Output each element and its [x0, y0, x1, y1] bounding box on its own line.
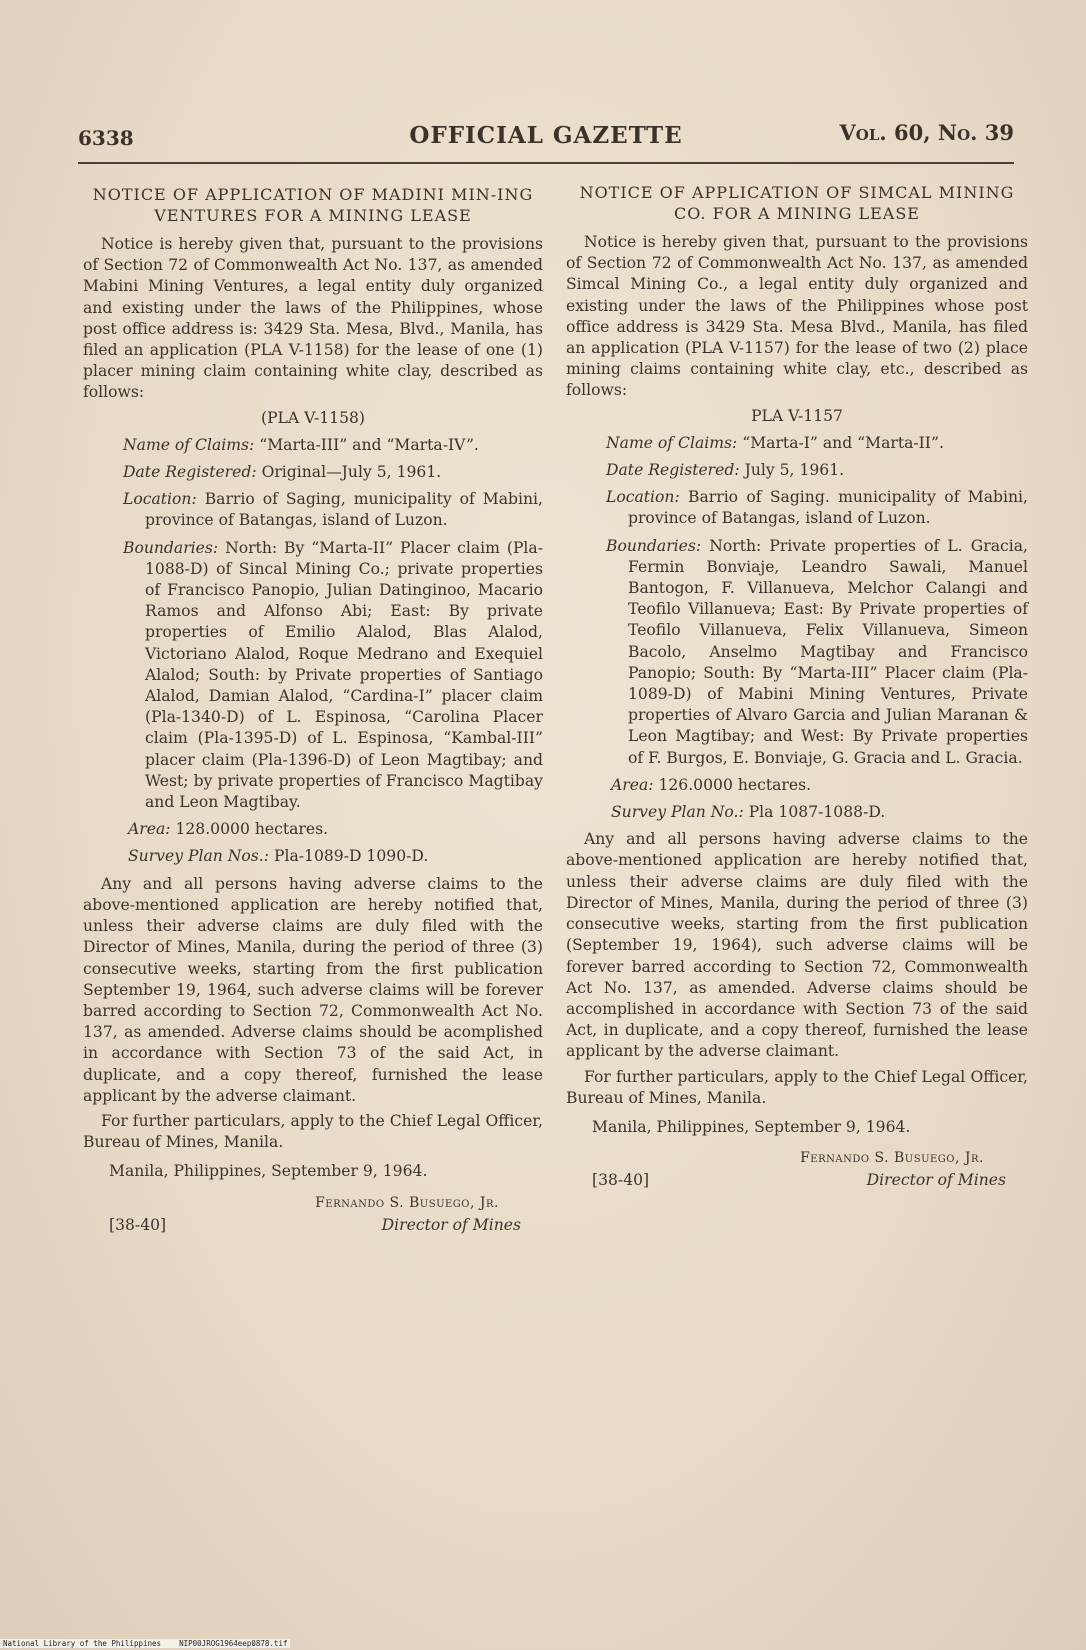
entry-value: North: Private properties of L. Gracia, Fermin Bonviaje, Leandro Sawali, Manuel Bantogon, F. Villanueva, Melchor Calangi and Teofilo Villanueva; East: By Private properties of Teofilo Villanueva, Felix Villanueva, Simeon Bacolo, Anselmo Magtibay and Francisco Panopio; South: By “Marta-III” Placer claim (Pla-1089-D) of Mabini Mining Ventures, Private properties of Alvaro Garcia and Julian Maranan & Leon Magtibay; and West: By Private properties of F. Burgos, E. Bonviaje, G. Gracia and L. Gracia.	[628, 536, 1028, 767]
entry-value: “Marta-III” and “Marta-IV”.	[254, 435, 479, 454]
entry-label: Area:	[128, 820, 171, 839]
entry-label: Date Registered:	[606, 461, 740, 480]
entry-value: Pla 1087-1088-D.	[743, 803, 886, 822]
entry-value: Barrio of Saging, municipality of Mabini, province of Batangas, island of Luzon.	[145, 490, 543, 530]
signature-block	[83, 1193, 543, 1241]
entry-name-of-claims	[123, 435, 543, 456]
further-particulars: For further particulars, apply to the Chief Legal Officer, Bureau of Mines, Manila.	[566, 1067, 1028, 1107]
right-notice	[566, 182, 1028, 1196]
plan-code: (PLA V-1158)	[260, 408, 366, 427]
entry-label: Boundaries:	[123, 538, 219, 557]
dateline: Manila, Philippines, September 9, 1964.	[109, 1162, 428, 1181]
issue-code: [38-40]	[592, 1171, 650, 1190]
left-notice	[83, 184, 543, 1241]
notice-intro: Notice is hereby given that, pursuant to the provisions of Section 72 of Commonwealth Act No. 137, as amended Mabini Mining Ventures, a legal entity duly organized and existing under the laws of the Philippines, whose post office address is: 3429 Sta. Mesa, Blvd., Manila, has filed an application (PLA V-1158) for the lease of one (1) placer mining claim containing white clay, described as follows:	[83, 235, 543, 402]
entry-date-registered	[606, 460, 1028, 481]
signer-title: Director of Mines	[866, 1171, 1006, 1190]
issue-code: [38-40]	[109, 1215, 167, 1234]
entry-date-registered	[123, 462, 543, 483]
entry-survey-plan	[128, 846, 543, 867]
plan-code: PLA V-1157	[751, 406, 843, 425]
entry-value: July 5, 1961.	[739, 461, 845, 480]
entry-name-of-claims	[606, 433, 1028, 454]
dateline: Manila, Philippines, September 9, 1964.	[592, 1117, 911, 1136]
entry-label: Survey Plan No.:	[611, 803, 744, 822]
entry-label: Boundaries:	[606, 536, 702, 555]
footer-library: National Library of the Philippines	[3, 1639, 162, 1648]
notice-intro: Notice is hereby given that, pursuant to the provisions of Section 72 of Commonwealth Act No. 137, as amended Simcal Mining Co., a legal entity duly organized and existing under the laws of the Philippines whose post office address is 3429 Sta. Mesa Blvd., Manila, has filed an application (PLA V-1157) for the lease of two (2) place mining claims containing white clay, etc., described as follows:	[566, 233, 1028, 400]
entry-value: Pla-1089-D 1090-D.	[269, 847, 429, 866]
further-particulars: For further particulars, apply to the Chief Legal Officer, Bureau of Mines, Manila.	[83, 1111, 543, 1152]
entry-label: Location:	[123, 490, 197, 509]
entry-label: Area:	[611, 775, 654, 794]
entry-location	[123, 489, 543, 531]
notice-title: NOTICE OF APPLICATION OF SIMCAL MINING CO. FOR A MINING LEASE	[579, 183, 1015, 223]
publication-title: OFFICIAL GAZETTE	[409, 122, 683, 149]
page-header	[78, 118, 1014, 158]
entry-location	[606, 487, 1028, 529]
adverse-claims-paragraph: Any and all persons having adverse claims to the above-mentioned application are hereby notified that, unless their adverse claims are duly filed with the Director of Mines, Manila, during the period of three (3) consecutive weeks, starting from the first publication (September 19, 1964), such adverse claims will be forever barred according to Section 72, Commonwealth Act No. 137, as amended. Adverse claims should be accomplished in accordance with Section 73 of the said Act, in duplicate, and a copy thereof, furnished the lease applicant by the adverse claimant.	[566, 830, 1028, 1061]
entry-value: 126.0000 hectares.	[653, 775, 812, 794]
entry-boundaries	[123, 538, 543, 814]
entry-value: 128.0000 hectares.	[170, 820, 329, 839]
entry-label: Survey Plan Nos.:	[128, 847, 270, 866]
entry-label: Name of Claims:	[606, 433, 738, 452]
entry-value: Barrio of Saging. municipality of Mabini, province of Batangas, island of Luzon.	[628, 488, 1028, 528]
entry-area	[611, 775, 1028, 796]
volume-number: Vol. 60, No. 39	[839, 120, 1014, 145]
entry-value: North: By “Marta-II” Placer claim (Pla-1088-D) of Sincal Mining Co.; private properties of Francisco Panopio, Julian Datinginoo, Macario Ramos and Alfonso Abi; East: By private properties of Emilio Alalod, Blas Alalod, Victoriano Alalod, Roque Medrano and Exequiel Alalod; South: by Private properties of Santiago Alalod, Damian Alalod, “Cardina-I” placer claim (Pla-1340-D) of L. Espinosa, “Carolina Placer claim (Pla-1395-D) of L. Espinosa, “Kambal-III” placer claim (Pla-1396-D) of Leon Magtibay; and West; by private properties of Francisco Magtibay and Leon Magtibay.	[145, 538, 543, 812]
adverse-claims-paragraph: Any and all persons having adverse claims to the above-mentioned application are hereby notified that, unless their adverse claims are duly filed with the Director of Mines, Manila, during the period of three (3) consecutive weeks, starting from the first publication September 19, 1964, such adverse claims will be forever barred according to Section 72, Commonwealth Act No. 137, as amended. Adverse claims should be acomplished in accordance with Section 73 of the said Act, in duplicate, and a copy thereof, furnished the lease applicant by the adverse claimant.	[83, 874, 543, 1105]
entry-value: Original—July 5, 1961.	[256, 463, 442, 482]
signature-block	[566, 1148, 1028, 1196]
entry-label: Location:	[606, 488, 680, 507]
page-number: 6338	[78, 126, 134, 150]
entry-label: Name of Claims:	[123, 435, 255, 454]
signer-name: Fernando S. Busuego, Jr.	[315, 1194, 499, 1211]
scan-footer	[0, 1639, 290, 1648]
notice-title: NOTICE OF APPLICATION OF MADINI MIN-ING VENTURES FOR A MINING LEASE	[92, 185, 534, 225]
signer-name: Fernando S. Busuego, Jr.	[800, 1150, 984, 1167]
header-rule	[78, 162, 1014, 164]
footer-filename: NIP00JROG1964eep0878.tif	[179, 1639, 288, 1648]
entry-boundaries	[606, 536, 1028, 769]
entry-label: Date Registered:	[123, 463, 257, 482]
entry-value: “Marta-I” and “Marta-II”.	[737, 433, 944, 452]
signer-title: Director of Mines	[381, 1215, 521, 1234]
entry-area	[128, 819, 543, 840]
entry-survey-plan	[611, 802, 1028, 823]
